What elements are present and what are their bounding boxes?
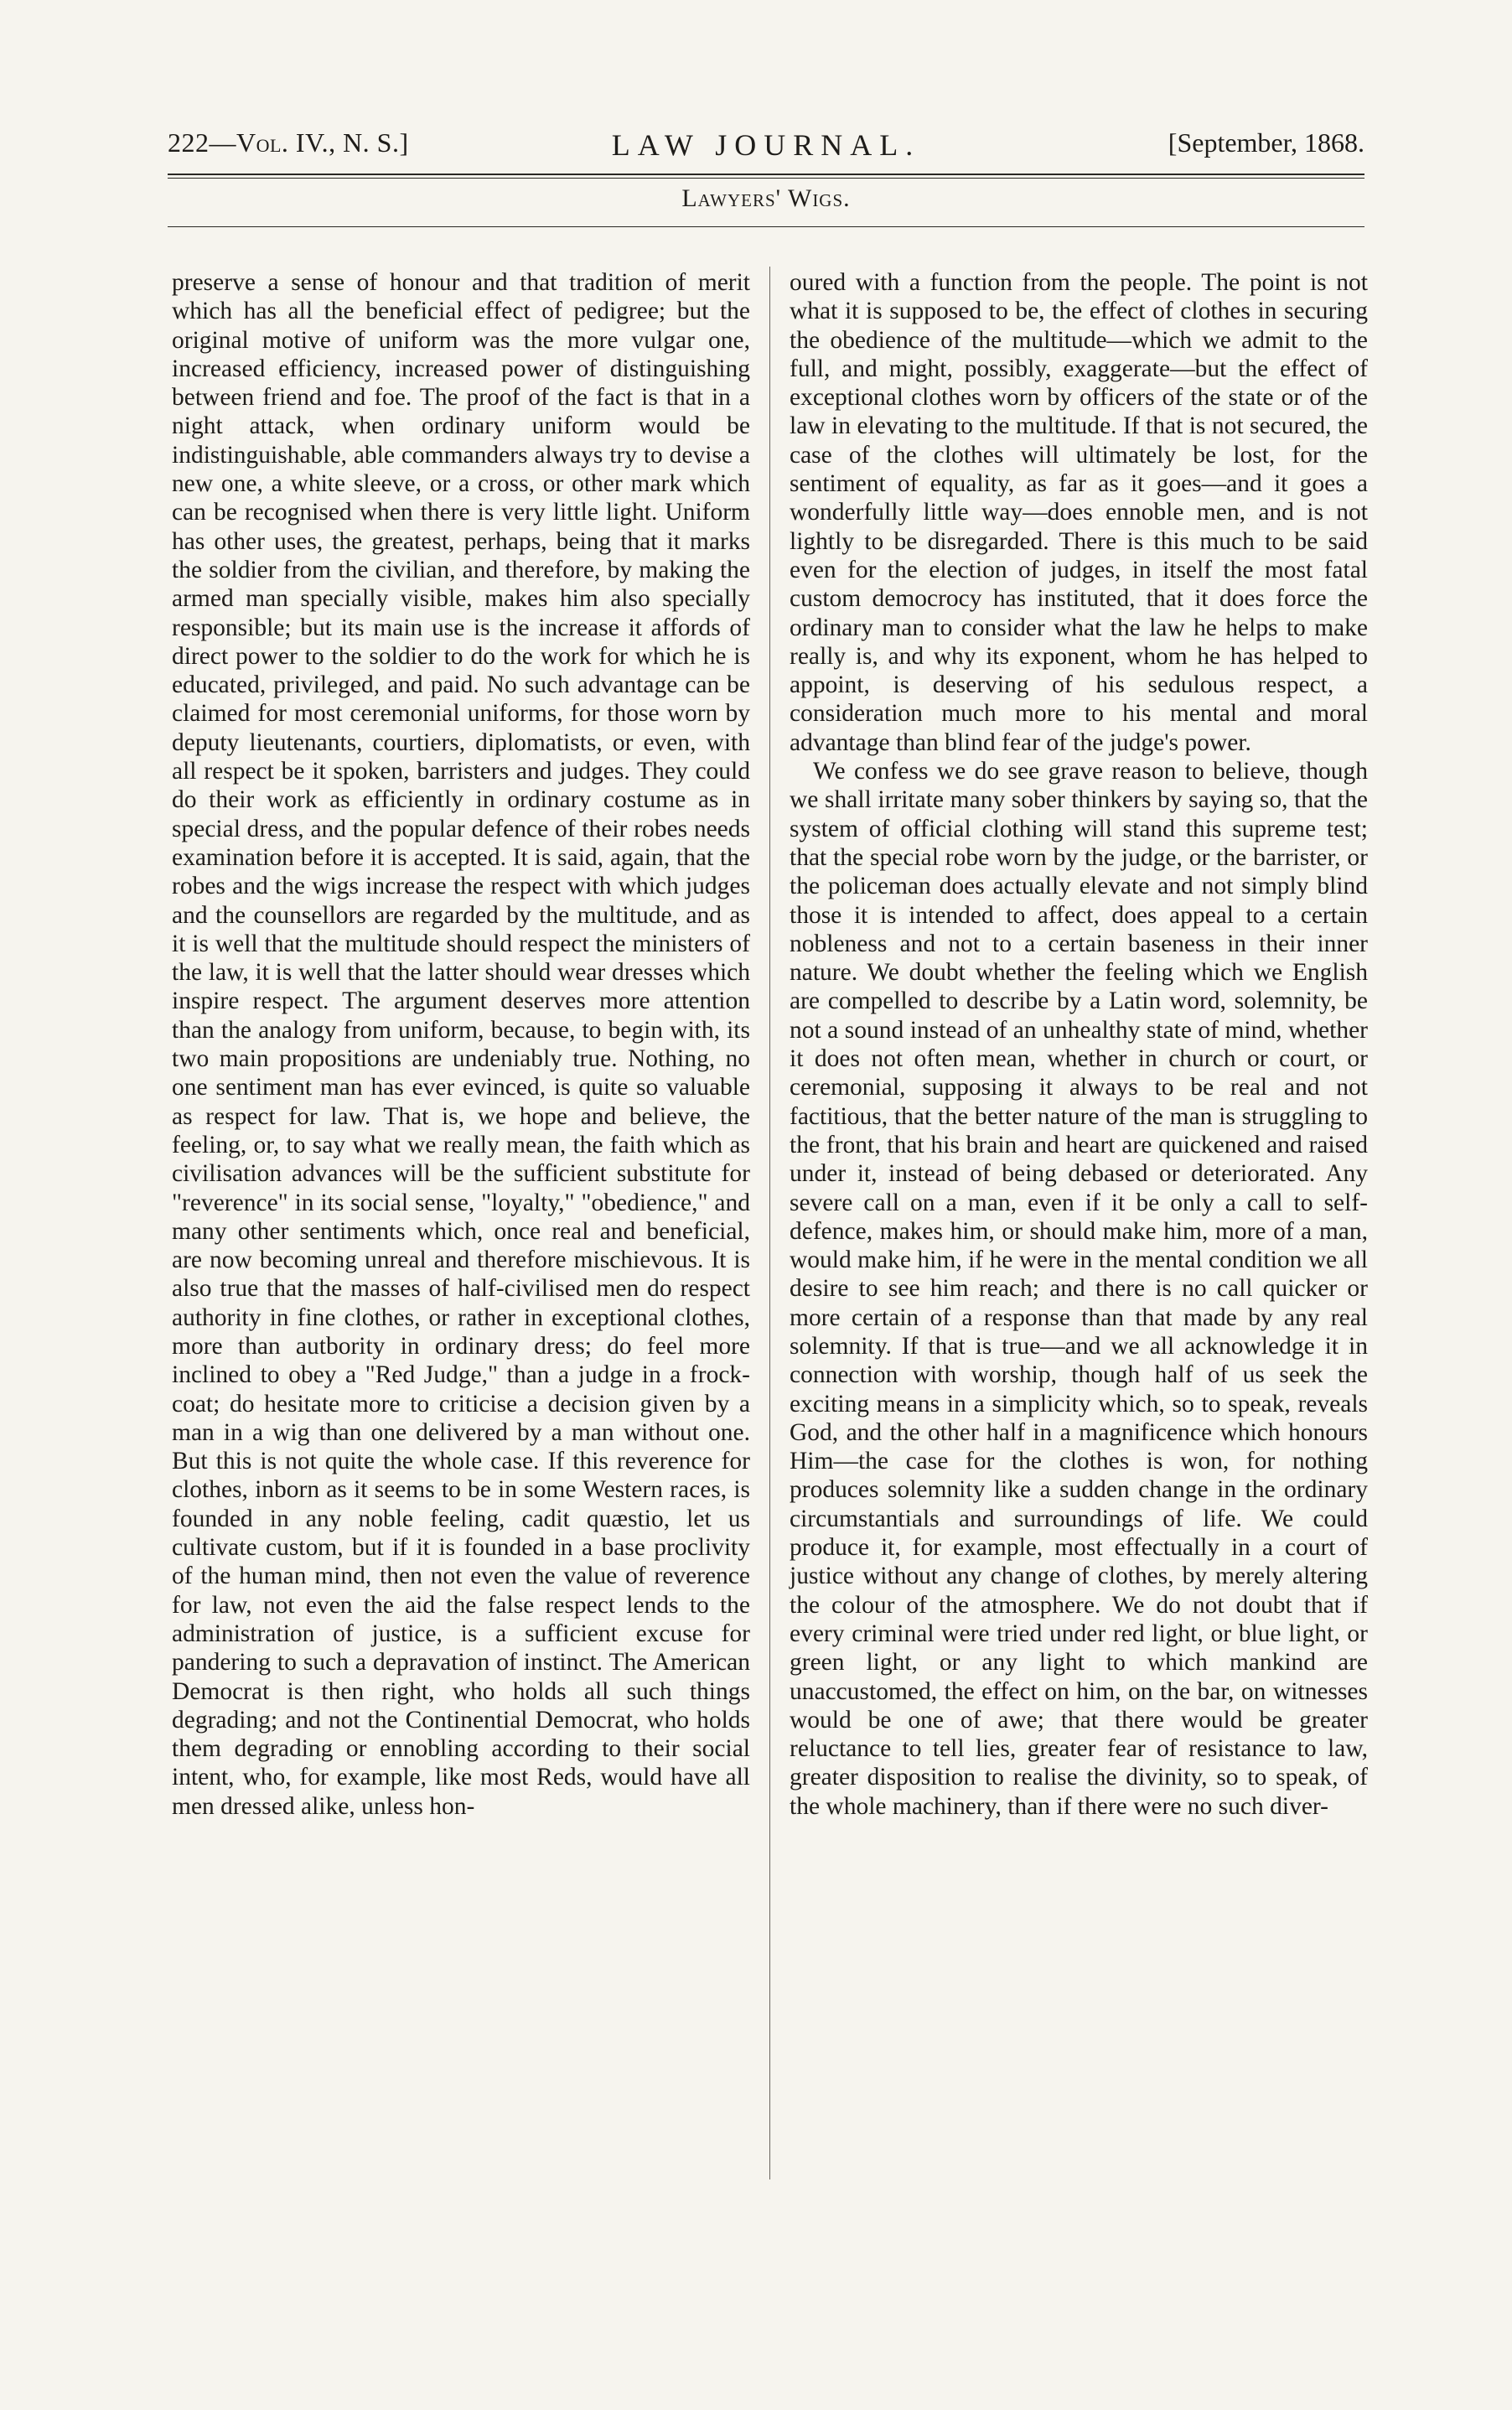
column-divider [769,267,770,2179]
paragraph: oured with a function from the people. The point is not what it is supposed to be, the effect of clothes in securing the obedience of the multitude—which we admit to the full, and might, possibly, exaggerate—but the effect of exceptional clothes worn by officers of the state or of the law in elevating to the multitude. If that is not secured, the case of the clothes will ultimately be lost, for the sentiment of equality, as far as it goes—and it goes a wonderfully little way—does ennoble men, and is not lightly to be disregarded. There is this much to be said even for the election of judges, in itself the most fatal custom democrocy has instituted, that it does force the ordinary man to consider what the law he helps to make really is, and why its exponent, whom he has helped to appoint, is deserving of his sedulous respect, a consideration much more to his mental and moral advantage than blind fear of the judge's power. [790,269,1368,756]
title-rule [168,226,1364,227]
right-column [790,268,1368,2179]
running-head [168,127,1364,169]
header-rule-thick [168,174,1364,175]
paragraph: preserve a sense of honour and that tradition of merit which has all the beneficial effect of pedigree; but the original motive of uniform was the more vulgar one, increased efficiency, increased power of distinguishing between friend and foe. The proof of the fact is that in a night attack, when ordinary uniform would be indistinguishable, able commanders always try to devise a new one, a white sleeve, or a cross, or other mark which can be recognised when there is very little light. Uniform has other uses, the greatest, perhaps, being that it marks the soldier from the civilian, and therefore, by making the armed man specially visible, makes him also specially responsible; but its main use is the increase it affords of direct power to the soldier to do the work for which he is educated, privileged, and paid. No such advantage can be claimed for most ceremonial uniforms, for those worn by deputy lieutenants, courtiers, diplomatists, or even, with all respect be it spoken, barristers and judges. They could do their work as efficiently in ordinary costume as in special dress, and the popular defence of their robes needs examination before it is accepted. It is said, again, that the robes and the wigs increase the respect with which judges and the counsellors are regarded by the multitude, and as it is well that the multitude should respect the ministers of the law, it is well that the latter should wear dresses which inspire respect. The argument deserves more attention than the analogy from uniform, because, to begin with, its two main propositions are undeniably true. Nothing, no one sentiment man has ever evinced, is quite so valuable as respect for law. That is, we hope and believe, the feeling, or, to say what we really mean, the faith which as civilisation advances will be the sufficient substitute for "reverence" in its social sense, "loyalty," "obedience," and many other sentiments which, once real and beneficial, are now becoming unreal and therefore mischievous. It is also true that the masses of half-civilised men do respect authority in fine clothes, or rather in exceptional clothes, more than autbority in ordinary dress; do feel more inclined to obey a "Red Judge," than a judge in a frock-coat; do hesitate more to criticise a decision given by a man in a wig than one delivered by a man without one. But this is not quite the whole case. If this reverence for clothes, inborn as it seems to be in some Western races, is founded in any noble feeling, cadit quæstio, let us cultivate custom, but if it is founded in a base proclivity of the human mind, then not even the value of reverence for law, not even the aid the false respect lends to the administration of justice, is a sufficient excuse for pandering to such a depravation of instinct. The American Democrat is then right, who holds all such things degrading; and not the Continential Democrat, who holds them degrading or ennobling according to their social intent, who, for example, like most Reds, would have all men dressed alike, unless hon- [172,269,750,1820]
page-reference: 222—Vol. IV., N. S.] [168,127,409,158]
article-title: Lawyers' Wigs. [681,184,851,212]
left-column [172,268,750,2179]
paragraph: We confess we do see grave reason to believe, though we shall irritate many sober thinkers by saying so, that the system of official clothing will stand this supreme test; that the special robe worn by the judge, or the barrister, or the policeman does actually elevate and not simply blind those it is intended to affect, does appeal to a certain nobleness and not to a certain baseness in their inner nature. We doubt whether the feeling which we English are compelled to describe by a Latin word, solemnity, be not a sound instead of an unhealthy state of mind, whether it does not often mean, whether in church or court, or ceremonial, supposing it always to be real and not factitious, that the better nature of the man is struggling to the front, that his brain and heart are quickened and raised under it, instead of being debased or deteriorated. Any severe call on a man, even if it be only a call to self-defence, makes him, or should make him, more of a man, would make him, if he were in the mental condition we all desire to see him reach; and there is no call quicker or more certain of a response than that made by any real solemnity. If that is true—and we all acknowledge it in connection with worship, though half of us seek the exciting means in a simplicity which, so to speak, reveals God, and the other half in a magnificence which honours Him—the case for the clothes is won, for nothing produces solemnity like a sudden change in the ordinary circumstantials and surroundings of life. We could produce it, for example, most effectually in a court of justice without any change of clothes, by merely altering the colour of the atmosphere. We do not doubt that if every criminal were tried under red light, or blue light, or green light, or any light to which mankind are unaccustomed, the effect on him, on the bar, on witnesses would be one of awe; that there would be greater reluctance to tell lies, greater fear of resistance to law, greater disposition to realise the divinity, so to speak, of the whole machinery, than if there were no such diver- [790,758,1368,1820]
issue-date: [September, 1868. [1168,127,1364,158]
header-rule-thin [168,178,1364,179]
journal-title: LAW JOURNAL. [611,128,921,162]
